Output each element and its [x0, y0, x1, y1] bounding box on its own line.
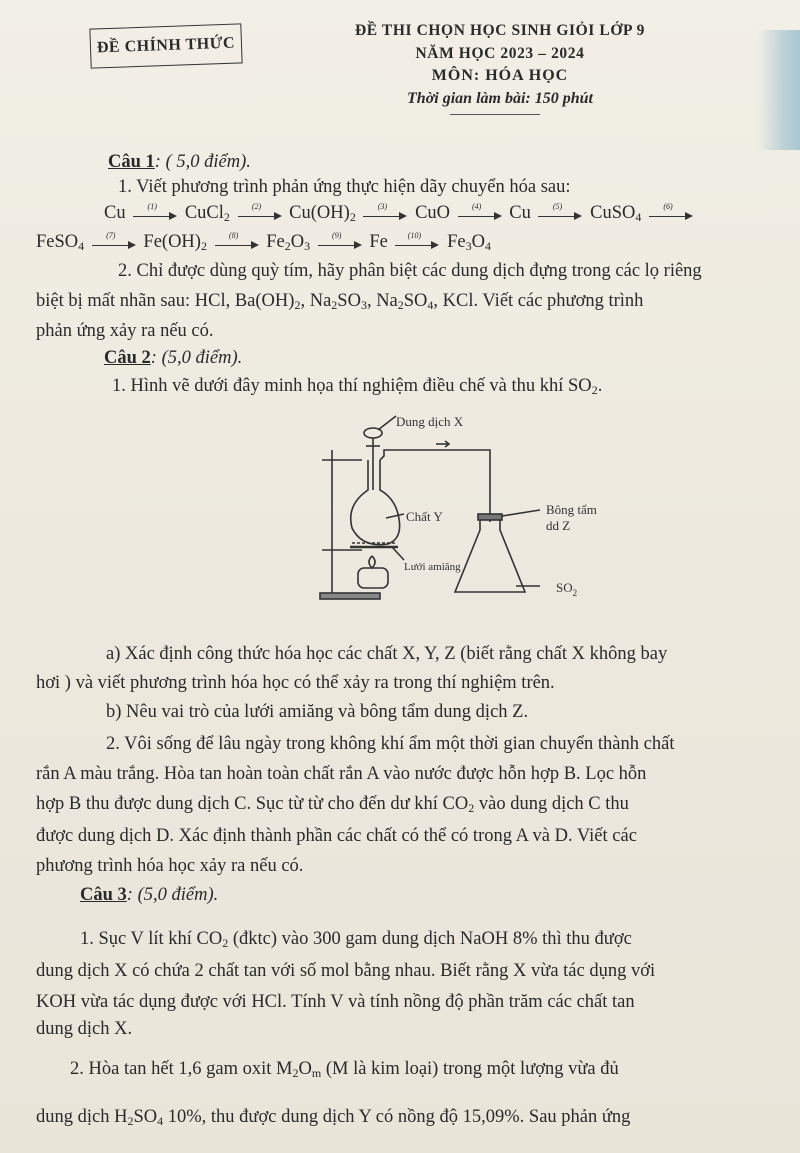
q3-heading: Câu 3: (5,0 điểm). — [80, 885, 219, 905]
q2-a-line2: hơi ) và viết phương trình hóa học có thể xảy ra trong thí nghiệm trên. — [36, 673, 555, 693]
label-y: Chất Y — [406, 509, 443, 524]
q2-part2-line2: rắn A màu trắng. Hòa tan hoàn toàn chất rắn A vào nước được hỗn hợp B. Lọc hỗn — [36, 764, 647, 784]
label-so2: $SO_2$ — [556, 580, 578, 598]
experiment-diagram — [300, 410, 640, 610]
label-net: Lưới amiăng — [404, 561, 461, 573]
q2-b: b) Nêu vai trò của lưới amiăng và bông tẩm dung dịch Z. — [106, 702, 529, 722]
q3-part1-line3: KOH vừa tác dụng được với HCl. Tính V và tính nồng độ phần trăm các chất tan — [36, 992, 635, 1012]
erlenmeyer-flask — [455, 518, 525, 592]
q2-part2-line4: được dung dịch D. Xác định thành phần các chất có thể có trong A và D. Viết các — [36, 826, 637, 846]
exam-subject: MÔN: HÓA HỌC — [431, 67, 569, 84]
label-x: Dung dịch X — [396, 414, 464, 429]
q2-part2-line1: 2. Vôi sống để lâu ngày trong không khí ẩm một thời gian chuyển thành chất — [106, 734, 675, 754]
q3-part2-line1: 2. Hòa tan hết 1,6 gam oxit $M_2O_m$ (M là kim loại) trong một lượng vừa đủ — [70, 1059, 619, 1080]
q3-part1-line4: dung dịch X. — [36, 1019, 133, 1039]
q2-a-line1: a) Xác định công thức hóa học các chất X, Y, Z (biết rằng chất X không bay — [106, 644, 668, 664]
exam-time: Thời gian làm bài: 150 phút — [407, 90, 593, 107]
q1-part2-line2: biệt bị mất nhãn sau: HCl, $Ba(OH)_2$, $Na_2SO_3$, $Na_2SO_4$, KCl. Viết các phương trình — [36, 291, 644, 312]
official-stamp: ĐỀ CHÍNH THỨC — [89, 23, 242, 68]
q2-part1: 1. Hình vẽ dưới đây minh họa thí nghiệm điều chế và thu khí $SO_2$. — [112, 376, 603, 397]
reaction-chain-2: FeSO$_4$ (7) $Fe(OH)_2$ (8) $Fe_2O_3$ (9) Fe (10) $Fe_3O_4$ — [36, 230, 491, 253]
q3-part2-line2: dung dịch $H_2SO_4$ 10%, thu được dung dịch Y có nồng độ 15,09%. Sau phản ứng — [36, 1107, 631, 1128]
q1-part2-line1: 2. Chỉ được dùng quỳ tím, hãy phân biệt các dung dịch đựng trong các lọ riêng — [118, 261, 702, 281]
q1-part1: 1. Viết phương trình phản ứng thực hiện dãy chuyển hóa sau: — [118, 177, 571, 197]
q2-heading: Câu 2: (5,0 điểm). — [104, 348, 243, 368]
q3-part1-line2: dung dịch X có chứa 2 chất tan với số mol bằng nhau. Biết rằng X vừa tác dụng với — [36, 961, 656, 981]
q1-part2-line3: phản ứng xảy ra nếu có. — [36, 321, 214, 341]
exam-year: NĂM HỌC 2023 – 2024 — [415, 45, 585, 62]
exam-title: ĐỀ THI CHỌN HỌC SINH GIỎI LỚP 9 — [354, 22, 646, 39]
alcohol-lamp — [358, 568, 388, 588]
q1-heading: Câu 1: ( 5,0 điểm). — [108, 152, 251, 172]
reaction-chain-1: Cu (1) CuCl$_2$ (2) $Cu(OH)_2$ (3) CuO (4) Cu (5) CuSO$_4$ (6) — [104, 204, 696, 223]
q2-part2-line5: phương trình hóa học xảy ra nếu có. — [36, 856, 304, 876]
q2-part2-line3: hợp B thu được dung dịch C. Sục từ từ cho đến dư khí $CO_2$ vào dung dịch C thu — [36, 794, 629, 815]
label-z2: dd Z — [546, 518, 571, 533]
stand-base — [320, 593, 380, 599]
header-divider — [450, 114, 540, 115]
q3-part1-line1: 1. Sục V lít khí $CO_2$ (đktc) vào 300 gam dung dịch NaOH 8% thì thu được — [80, 929, 632, 950]
round-flask — [351, 460, 400, 545]
page-edge-shadow — [758, 30, 800, 150]
label-z1: Bông tẩm — [546, 502, 597, 517]
